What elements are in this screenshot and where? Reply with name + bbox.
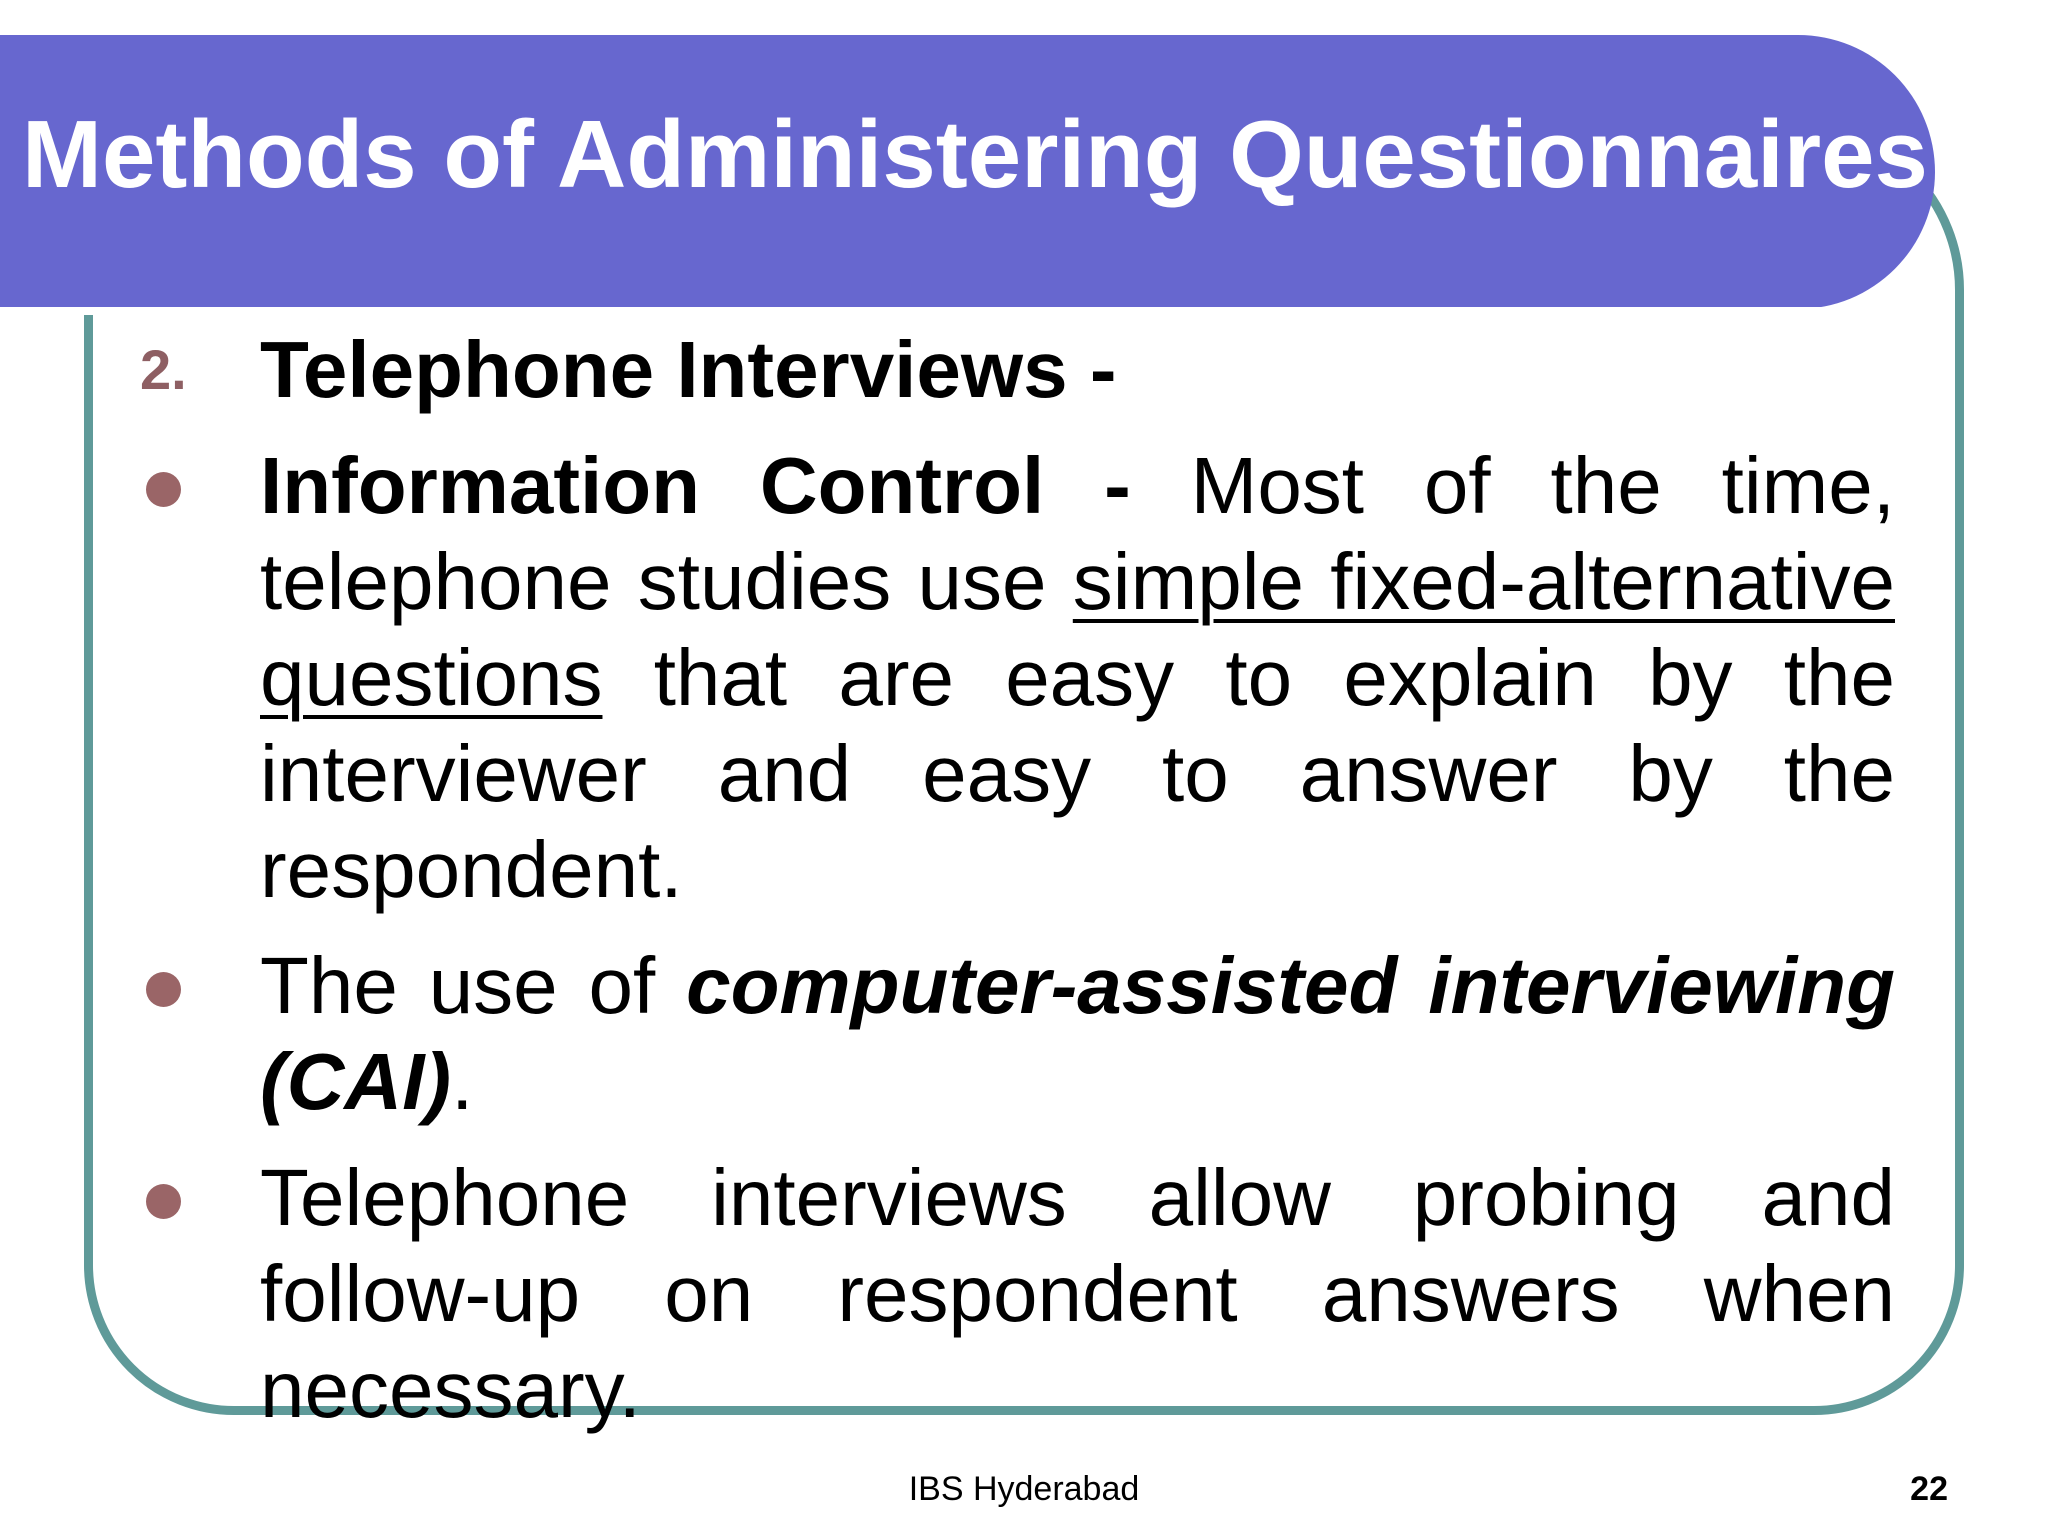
section-heading: Telephone Interviews - — [260, 325, 1117, 414]
bullet-probing — [140, 1150, 1895, 1438]
bullet-underlined-term: simple fixed-alternative questions — [260, 537, 1895, 722]
slide-body — [140, 322, 1895, 1458]
bullet-cai — [140, 938, 1895, 1130]
bullet-dot-icon — [146, 472, 181, 507]
bullet-information-control — [140, 438, 1895, 918]
banner-divider-line — [0, 307, 1832, 315]
section-number: 2. — [140, 338, 187, 401]
bullet-dot-icon — [146, 972, 181, 1007]
bullet-text: Most of the time, telephone studies use — [260, 441, 1896, 626]
bullet-text-end: . — [451, 1037, 474, 1126]
slide-title: Methods of Administering Questionnaires — [22, 101, 1928, 208]
section-heading-item — [140, 322, 1895, 418]
bullet-text: The use of — [260, 941, 687, 1030]
bullet-text-continued: that are easy to explain by the interviewer and easy to answer by the respondent. — [260, 633, 1895, 914]
footer-label: IBS Hyderabad — [908, 1470, 1140, 1508]
bullet-emphasis: computer-assisted interviewing (CAI) — [260, 941, 1896, 1126]
bullet-dot-icon — [146, 1184, 181, 1219]
bullet-lead: Information Control — [260, 441, 1045, 530]
bullet-separator: - — [1044, 441, 1191, 530]
bullet-text: Telephone interviews allow probing and follow-up on respondent answers when necessary. — [260, 1153, 1895, 1434]
page-number: 22 — [1910, 1470, 1948, 1508]
